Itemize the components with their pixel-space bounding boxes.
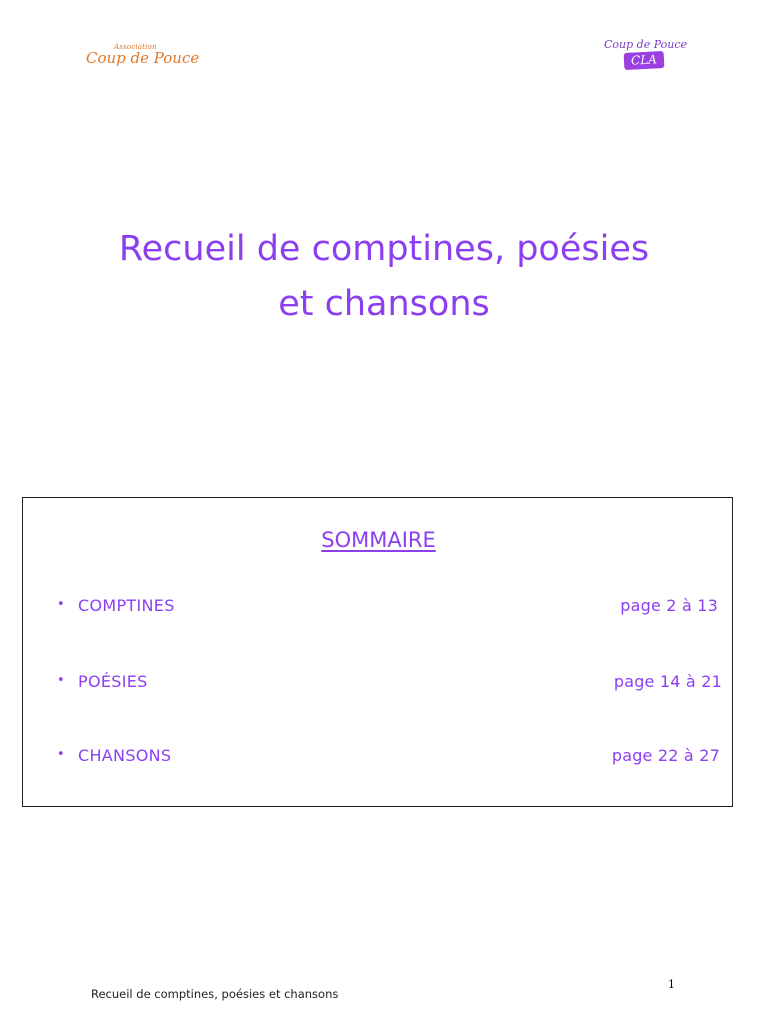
page-number: 1 [668, 978, 675, 991]
document-title-line-1: Recueil de comptines, poésies [118, 229, 650, 269]
summary-item-label: POÉSIES [78, 672, 148, 691]
summary-item-poesies [23, 672, 734, 696]
summary-item-label: CHANSONS [78, 746, 172, 765]
summary-item-pages: page 22 à 27 [611, 746, 720, 765]
footer-text: Recueil de comptines, poésies et chansons [91, 987, 339, 1001]
document-title-line-2: et chansons [278, 284, 490, 324]
document-title [0, 222, 768, 332]
logo-script-text: Coup de Pouce [86, 49, 200, 67]
bullet-icon: • [57, 747, 65, 762]
summary-heading: SOMMAIRE [321, 528, 436, 552]
bullet-icon: • [57, 597, 65, 612]
summary-item-pages: page 14 à 21 [613, 672, 722, 691]
summary-box [22, 497, 733, 807]
logo-cla-script-text: Coup de Pouce [604, 38, 688, 51]
logo-cla-badge: CLA [624, 51, 665, 70]
summary-item-chansons [23, 746, 734, 770]
bullet-icon: • [57, 673, 65, 688]
summary-item-pages: page 2 à 13 [620, 596, 718, 615]
summary-item-label: COMPTINES [78, 596, 175, 615]
summary-item-comptines [23, 596, 734, 620]
logo-association-text: Association [114, 43, 157, 51]
coup-de-pouce-logo [84, 43, 200, 71]
coup-de-pouce-cla-logo [604, 38, 688, 72]
